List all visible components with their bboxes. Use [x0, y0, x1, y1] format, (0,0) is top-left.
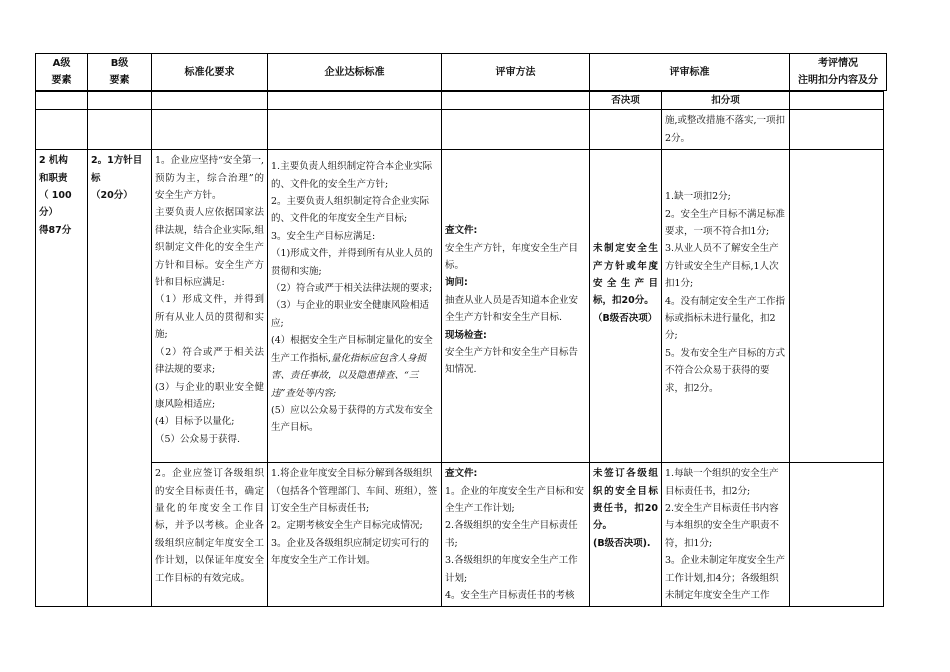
- evaluation-cell: [790, 463, 884, 607]
- header-standard: 企业达标标准: [268, 54, 442, 90]
- table-row: [36, 150, 884, 463]
- carry-over-deduct: 施,或整改措施不落实,一项扣2分。: [662, 110, 790, 150]
- requirement-cell: 1。企业应坚持“安全第一,预防为主，综合治理”的安全生产方针。 主要负责人应依据国家法律法规，结合企业实际,组织制定文件化的安全生产方针和目标。安全生产方针和目标应满足: （1）形成文件，并得到所有从业人员的贯彻和实施; （2）符合或严于相关法律法规的要求; (3）与企业的职业安全健康风险相适应; (4）目标予以量化; （5）公众易于获得.: [152, 150, 268, 463]
- table-row: [36, 463, 884, 607]
- veto-cell: 未制定安全生产方针或年度安全生产目标，扣20分。 （B级否决项）: [590, 150, 662, 463]
- sub-header-row: [36, 92, 884, 110]
- method-cell: 查文件: 1。企业的年度安全生产目标和安全生产工作计划; 2.各级组织的安全生产目标责任书; 3.各级组织的年度安全生产工作计划; 4。安全生产目标责任书的考核: [442, 463, 590, 607]
- standards-table: [35, 91, 884, 607]
- evaluation-cell: [790, 150, 884, 463]
- method-cell: 查文件: 安全生产方针，年度安全生产目标。 询问: 抽查从业人员是否知道本企业安全生产方针和安全生产目标. 现场检查: 安全生产方针和安全生产目标告知情况.: [442, 150, 590, 463]
- header-method: 评审方法: [442, 54, 590, 90]
- requirement-cell: 2。企业应签订各级组织的安全目标责任书，确定量化的年度安全工作目标，并予以考核。企业各级组织应制定年度安全工作计划，以保证年度安全工作目标的有效完成。: [152, 463, 268, 607]
- table-header: [35, 53, 887, 91]
- deduct-cell: 1.缺一项扣2分; 2。安全生产目标不满足标准要求，一项不符合扣1分; 3.从业人员不了解安全生产方针或安全生产目标,1人次扣1分; 4。没有制定安全生产工作指标或指标未进行量化，扣2分; 5。发布安全生产目标的方式不符合公众易于获得的要求，扣2分。: [662, 150, 790, 463]
- header-veto: 否决项: [590, 92, 662, 110]
- header-a-level: A级 要素: [36, 54, 88, 90]
- carry-over-row: [36, 110, 884, 150]
- header-b-level: B级 要素: [88, 54, 152, 90]
- header-evaluation: 考评情况 注明扣分内容及分: [798, 58, 878, 86]
- header-requirement: 标准化要求: [152, 54, 268, 90]
- header-review: 评审标准: [590, 54, 790, 90]
- standard-cell: 1.将企业年度安全目标分解到各级组织（包括各个管理部门、车间、班组），签订安全生产目标责任书; 2。定期考核安全生产目标完成情况; 3。企业及各级组织应制定切实可行的年度安全生产工作计划。: [268, 463, 442, 607]
- a-level-cell: 2 机构 和职责 （ 100 分） 得87分: [36, 150, 88, 607]
- header-deduct: 扣分项: [662, 92, 790, 110]
- italic-note: 量化指标应包含人身损害、责任事故，以及隐患排查、“三违”查处等内容;: [271, 352, 427, 399]
- deduct-cell: 1.每缺一个组织的安全生产目标责任书，扣2分; 2.安全生产目标责任书内容与本组织的安全生产职责不符，扣1分; 3。企业未制定年度安全生产工作计划,扣4分；各级组织未制定年度安全生产工作: [662, 463, 790, 607]
- b-level-cell: 2。1方针目 标 （20分）: [88, 150, 152, 607]
- veto-cell: 未签订各级组织的安全目标责任书，扣20分。 (B级否决项).: [590, 463, 662, 607]
- standard-cell: 1.主要负责人组织制定符合本企业实际的、文件化的安全生产方针; 2。主要负责人组织制定符合企业实际的、文件化的年度安全生产目标; 3。安全生产目标应满足: （1)形成文件，并得到所有从业人员的贯彻和实施; （2）符合或严于相关法律法规的要求; （3）与企业的职业安全健康风险相适应; (4）根据安全生产目标制定量化的安全生产工作指标,量化指标应包含人身损害、责任事故，以及隐患排查、“三违”查处等内容; (5）应以公众易于获得的方式发布安全生产目标。: [268, 150, 442, 463]
